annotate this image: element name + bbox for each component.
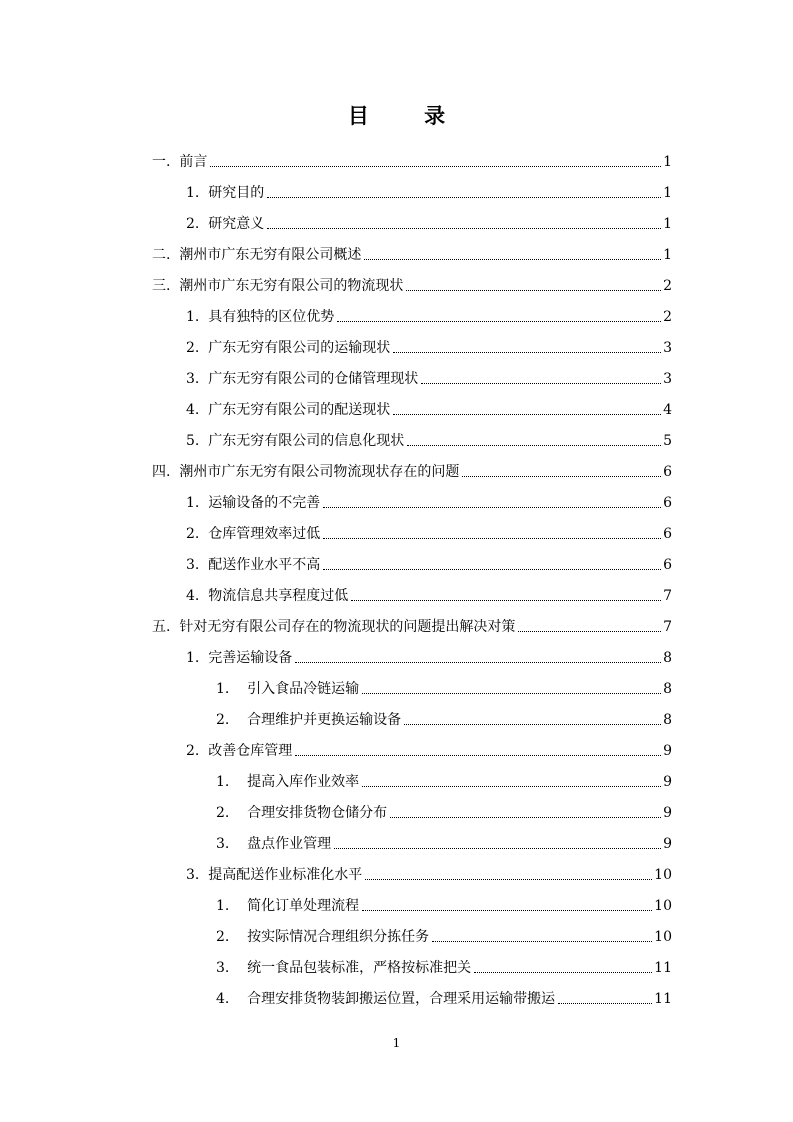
toc-entry[interactable] (186, 171, 672, 202)
toc-entry-number: 五. (152, 619, 180, 635)
toc-entry[interactable] (186, 326, 672, 357)
toc-entry[interactable] (216, 760, 672, 791)
toc-entry-page: 7 (663, 619, 672, 635)
dot-leader (337, 321, 661, 322)
dot-leader (462, 476, 661, 477)
toc-entry-number: 1. (186, 650, 209, 666)
toc-entry[interactable] (186, 202, 672, 233)
toc-entry[interactable] (186, 357, 672, 388)
toc-entry[interactable] (186, 419, 672, 450)
toc-entry[interactable] (186, 295, 672, 326)
page-title: 目 录 (347, 103, 470, 128)
toc-entry-title: 按实际情况合理组织分拣任务 (247, 929, 430, 945)
toc-entry[interactable] (152, 233, 672, 264)
toc-entry[interactable] (186, 388, 672, 419)
toc-entry-title: 广东无穷有限公司的信息化现状 (208, 433, 405, 449)
toc-entry-page: 6 (663, 526, 672, 542)
toc-entry-number: 1. (216, 681, 248, 697)
toc-entry-number: 3. (186, 371, 209, 387)
toc-entry-page: 9 (663, 805, 672, 821)
toc-entry-number: 2. (216, 805, 248, 821)
toc-entry[interactable] (186, 481, 672, 512)
toc-entry-number: 1. (186, 185, 209, 201)
toc-entry-title: 广东无穷有限公司的仓储管理现状 (208, 371, 419, 387)
toc-entry-number: 1. (216, 898, 248, 914)
toc-entry-title: 研究意义 (208, 216, 265, 232)
dot-leader (518, 631, 661, 632)
toc-entry-title: 仓库管理效率过低 (208, 526, 321, 542)
dot-leader (393, 352, 661, 353)
dot-leader (267, 197, 661, 198)
toc-entry-page: 4 (663, 402, 672, 418)
toc-entry[interactable] (152, 605, 672, 636)
toc-entry-title: 提高配送作业标准化水平 (208, 867, 363, 883)
toc-entry[interactable] (186, 853, 672, 884)
toc-entry-title: 完善运输设备 (208, 650, 293, 666)
dot-leader (334, 848, 661, 849)
toc-entry-page: 9 (663, 774, 672, 790)
toc-entry[interactable] (186, 543, 672, 574)
toc-entry-page: 1 (663, 185, 672, 201)
dot-leader (351, 600, 661, 601)
toc-entry-number: 3. (216, 960, 248, 976)
toc-entry[interactable] (152, 140, 672, 171)
toc-entry-page: 1 (663, 154, 672, 170)
toc-entry-title: 具有独特的区位优势 (208, 309, 335, 325)
dot-leader (404, 724, 661, 725)
toc-entry-page: 6 (663, 557, 672, 573)
toc-entry[interactable] (216, 977, 672, 1008)
toc-entry-title: 合理安排货物仓储分布 (247, 805, 388, 821)
dot-leader (295, 662, 661, 663)
toc-entry[interactable] (216, 698, 672, 729)
toc-entry-number: 1. (186, 495, 209, 511)
toc-entry-title: 统一食品包装标准，严格按标准把关 (247, 960, 472, 976)
toc-entry-number: 4. (186, 402, 209, 418)
toc-entry-page: 3 (663, 371, 672, 387)
toc-entry-title: 配送作业水平不高 (208, 557, 321, 573)
toc-entry-page: 8 (663, 712, 672, 728)
toc-entry-title: 改善仓库管理 (208, 743, 293, 759)
toc-entry[interactable] (186, 512, 672, 543)
toc-entry-title: 盘点作业管理 (247, 836, 332, 852)
toc-entry-title: 物流信息共享程度过低 (208, 588, 349, 604)
dot-leader (295, 755, 661, 756)
page-number-footer: 1 (392, 1036, 401, 1050)
toc-entry-page: 10 (654, 929, 672, 945)
toc-entry-title: 引入食品冷链运输 (247, 681, 360, 697)
toc-entry-number: 2. (216, 712, 248, 728)
dot-leader (390, 817, 661, 818)
toc-entry-page: 6 (663, 495, 672, 511)
dot-leader (407, 445, 661, 446)
toc-entry-number: 2. (186, 216, 209, 232)
toc-entry-page: 10 (654, 898, 672, 914)
toc-entry-page: 8 (663, 650, 672, 666)
toc-entry-page: 9 (663, 743, 672, 759)
toc-entry-title: 研究目的 (208, 185, 265, 201)
toc-entry-number: 2. (186, 526, 209, 542)
toc-entry[interactable] (186, 636, 672, 667)
toc-entry-number: 4. (186, 588, 209, 604)
toc-entry-page: 7 (663, 588, 672, 604)
toc-entry[interactable] (216, 884, 672, 915)
toc-entry-page: 2 (663, 278, 672, 294)
dot-leader (432, 941, 652, 942)
toc-entry-number: 三. (152, 278, 180, 294)
dot-leader (323, 507, 661, 508)
toc-entry-page: 11 (654, 960, 672, 976)
toc-entry-number: 3. (216, 836, 248, 852)
toc-entry-number: 四. (152, 464, 180, 480)
toc-entry-number: 2. (186, 340, 209, 356)
toc-entry-title: 合理安排货物装卸搬运位置，合理采用运输带搬运 (247, 991, 556, 1007)
dot-leader (364, 259, 661, 260)
toc-entry[interactable] (216, 915, 672, 946)
toc-entry-page: 2 (663, 309, 672, 325)
dot-leader (323, 569, 661, 570)
dot-leader (362, 910, 652, 911)
toc-entry-page: 5 (663, 433, 672, 449)
toc-entry-number: 4. (216, 991, 248, 1007)
toc-entry-title: 运输设备的不完善 (208, 495, 321, 511)
toc-entry-number: 1. (216, 774, 248, 790)
toc-entry-number: 2. (186, 743, 209, 759)
toc-entry[interactable] (186, 574, 672, 605)
toc-entry-number: 二. (152, 247, 180, 263)
dot-leader (323, 538, 661, 539)
toc-entry-title: 广东无穷有限公司的配送现状 (208, 402, 391, 418)
toc-entry-title: 潮州市广东无穷有限公司的物流现状 (179, 278, 404, 294)
dot-leader (362, 693, 661, 694)
toc-entry-title: 前言 (179, 154, 208, 170)
toc-entry-number: 1. (186, 309, 209, 325)
toc-entry[interactable] (216, 667, 672, 698)
toc-entry-title: 针对无穷有限公司存在的物流现状的问题提出解决对策 (179, 619, 516, 635)
toc-entry-page: 6 (663, 464, 672, 480)
toc-entry-page: 9 (663, 836, 672, 852)
toc-entry-page: 1 (663, 216, 672, 232)
dot-leader (210, 166, 661, 167)
toc-entry[interactable] (186, 729, 672, 760)
toc-entry-page: 11 (654, 991, 672, 1007)
toc-entry[interactable] (216, 946, 672, 977)
dot-leader (362, 786, 661, 787)
dot-leader (365, 879, 652, 880)
toc-entry-number: 2. (216, 929, 248, 945)
toc-entry-title: 简化订单处理流程 (247, 898, 360, 914)
toc-entry-number: 一. (152, 154, 180, 170)
dot-leader (474, 972, 652, 973)
dot-leader (558, 1003, 652, 1004)
toc-entry-title: 合理维护并更换运输设备 (247, 712, 402, 728)
toc-entry[interactable] (216, 822, 672, 853)
toc-entry-number: 3. (186, 557, 209, 573)
toc-entry-page: 8 (663, 681, 672, 697)
toc-entry-number: 5. (186, 433, 209, 449)
toc-entry[interactable] (152, 450, 672, 481)
toc-entry[interactable] (216, 791, 672, 822)
dot-leader (267, 228, 661, 229)
dot-leader (421, 383, 661, 384)
toc-entry-page: 1 (663, 247, 672, 263)
toc-entry[interactable] (152, 264, 672, 295)
toc-entry-title: 潮州市广东无穷有限公司物流现状存在的问题 (179, 464, 460, 480)
toc-entry-page: 10 (654, 867, 672, 883)
toc-entry-number: 3. (186, 867, 209, 883)
dot-leader (406, 290, 661, 291)
toc-entry-title: 提高入库作业效率 (247, 774, 360, 790)
toc-entry-title: 潮州市广东无穷有限公司概述 (179, 247, 362, 263)
dot-leader (393, 414, 661, 415)
toc-entry-title: 广东无穷有限公司的运输现状 (208, 340, 391, 356)
toc-entry-page: 3 (663, 340, 672, 356)
